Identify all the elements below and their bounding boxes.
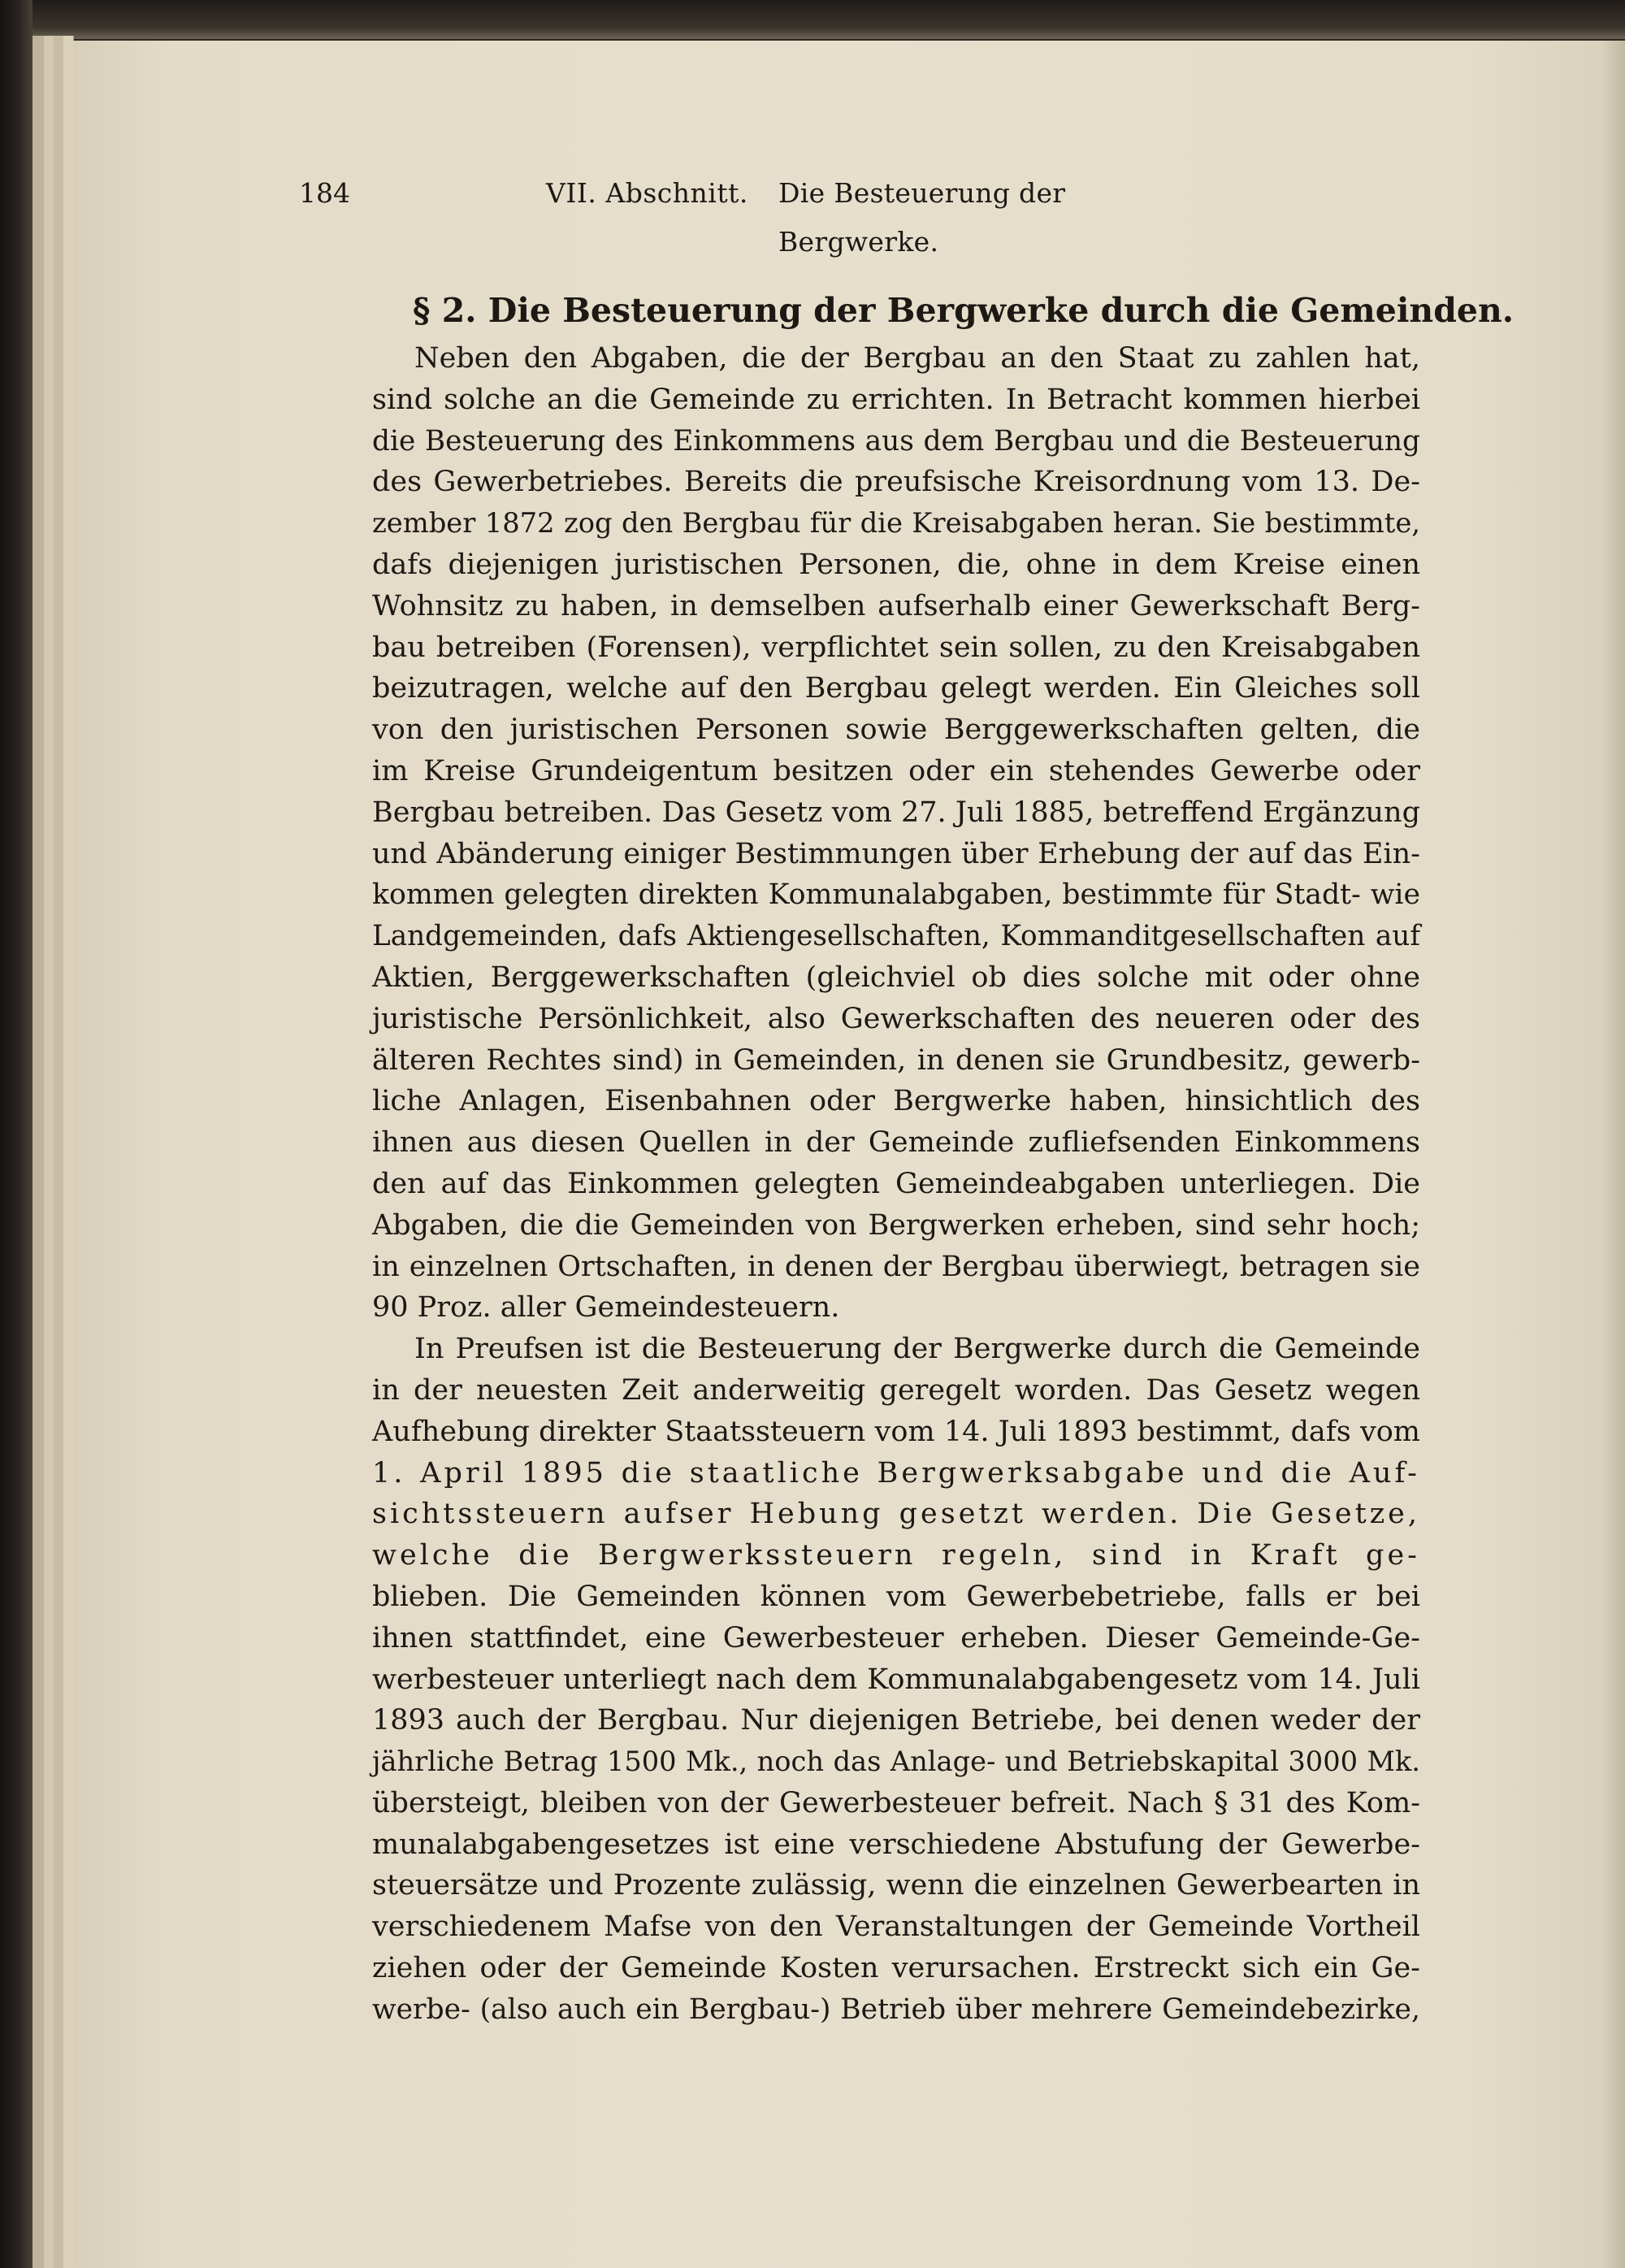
text-line: älteren Rechtes sind) in Gemeinden, in denen sie Grundbesitz, gewerb- bbox=[372, 1043, 1420, 1077]
text-line: Landgemeinden, dafs Aktiengesellschaften, Kommanditgesellschaften auf bbox=[372, 920, 1420, 953]
book-cover-top-edge bbox=[0, 0, 1625, 39]
text-line: Aufhebung direkter Staatssteuern vom 14. Juli 1893 bestimmt, dafs vom bbox=[372, 1415, 1420, 1448]
text-line: beizutragen, welche auf den Bergbau gelegt werden. Ein Gleiches soll bbox=[372, 672, 1420, 705]
paragraph-1 bbox=[372, 338, 1420, 1329]
text-line: die Besteuerung des Einkommens aus dem Bergbau und die Besteuerung bbox=[372, 424, 1420, 458]
running-head-title: Die Besteuerung der Bergwerke. bbox=[778, 177, 1066, 258]
text-line: In Preufsen ist die Besteuerung der Bergwerke durch die Gemeinde bbox=[414, 1333, 1420, 1366]
paragraph-2 bbox=[372, 1329, 1420, 2031]
text-line-emphasis: sichtssteuern aufser Hebung gesetzt werden. Die Gesetze, bbox=[372, 1498, 1420, 1531]
text-line: jährliche Betrag 1500 Mk., noch das Anlage- und Betriebskapital 3000 Mk. bbox=[372, 1745, 1420, 1778]
text-line: von den juristischen Personen sowie Berggewerkschaften gelten, die bbox=[372, 713, 1420, 747]
book-cover-left-edge bbox=[0, 0, 32, 2268]
text-line: bau betreiben (Forensen), verpflichtet sein sollen, zu den Kreisabgaben bbox=[372, 631, 1420, 664]
text-line: den auf das Einkommen gelegten Gemeindeabgaben unterliegen. Die bbox=[372, 1167, 1420, 1200]
body-text bbox=[372, 338, 1420, 2031]
text-line: ihnen aus diesen Quellen in der Gemeinde zufliefsenden Einkommens bbox=[372, 1126, 1420, 1160]
text-line: kommen gelegten direkten Kommunalabgaben, bestimmte für Stadt- wie bbox=[372, 878, 1420, 912]
text-line: ihnen stattfindet, eine Gewerbesteuer erheben. Dieser Gemeinde-Ge- bbox=[372, 1621, 1420, 1654]
text-line-emphasis: 1. April 1895 die staatliche Bergwerksabgabe und die Auf- bbox=[372, 1456, 1420, 1490]
text-line: munalabgabengesetzes ist eine verschiedene Abstufung der Gewerbe- bbox=[372, 1828, 1420, 1861]
text-line: Neben den Abgaben, die der Bergbau an den Staat zu zahlen hat, bbox=[414, 342, 1420, 375]
text-line: werbesteuer unterliegt nach dem Kommunalabgabengesetz vom 14. Juli bbox=[372, 1663, 1420, 1696]
running-head-section: VII. Abschnitt. bbox=[546, 177, 748, 209]
text-line: Wohnsitz zu haben, in demselben aufserhalb einer Gewerkschaft Berg- bbox=[372, 589, 1420, 622]
text-line: in der neuesten Zeit anderweitig geregelt worden. Das Gesetz wegen bbox=[372, 1373, 1420, 1407]
text-line: blieben. Die Gemeinden können vom Gewerbebetriebe, falls er bei bbox=[372, 1580, 1420, 1613]
running-head bbox=[299, 169, 1209, 258]
text-line: im Kreise Grundeigentum besitzen oder ein stehendes Gewerbe oder bbox=[372, 754, 1420, 787]
text-line-emphasis: welche die Bergwerkssteuern regeln, sind in Kraft ge- bbox=[372, 1539, 1420, 1572]
text-line: übersteigt, bleiben von der Gewerbesteuer befreit. Nach § 31 des Kom- bbox=[372, 1786, 1420, 1819]
text-line: zember 1872 zog den Bergbau für die Kreisabgaben heran. Sie bestimmte, bbox=[372, 507, 1420, 540]
text-line: ziehen oder der Gemeinde Kosten verursachen. Erstreckt sich ein Ge- bbox=[372, 1952, 1420, 1985]
page-edge bbox=[32, 36, 45, 2268]
text-line: 1893 auch der Bergbau. Nur diejenigen Betriebe, bei denen weder der bbox=[372, 1704, 1420, 1737]
text-line: des Gewerbetriebes. Bereits die preufsische Kreisordnung vom 13. De- bbox=[372, 466, 1420, 499]
text-line: Abgaben, die die Gemeinden von Bergwerken erheben, sind sehr hoch; bbox=[372, 1208, 1420, 1242]
text-line: steuersätze und Prozente zulässig, wenn die einzelnen Gewerbearten in bbox=[372, 1869, 1420, 1902]
text-line: in einzelnen Ortschaften, in denen der Bergbau überwiegt, betragen sie bbox=[372, 1250, 1420, 1283]
text-line: juristische Persönlichkeit, also Gewerkschaften des neueren oder des bbox=[372, 1002, 1420, 1035]
page-number: 184 bbox=[299, 177, 350, 209]
section-heading: § 2. Die Besteuerung der Bergwerke durch die Gemeinden. bbox=[413, 291, 1514, 330]
text-line: 90 Proz. aller Gemeindesteuern. bbox=[372, 1291, 840, 1325]
text-line: Aktien, Berggewerkschaften (gleichviel ob dies solche mit oder ohne bbox=[372, 961, 1420, 994]
text-line: liche Anlagen, Eisenbahnen oder Bergwerke haben, hinsichtlich des bbox=[372, 1085, 1420, 1118]
text-line: und Abänderung einiger Bestimmungen über Erhebung der auf das Ein- bbox=[372, 837, 1420, 870]
text-line: werbe- (also auch ein Bergbau-) Betrieb über mehrere Gemeindebezirke, bbox=[372, 1993, 1420, 2026]
page-shadow bbox=[1601, 41, 1625, 2268]
text-line: verschiedenem Mafse von den Veranstaltungen der Gemeinde Vortheil bbox=[372, 1910, 1420, 1944]
text-line: Bergbau betreiben. Das Gesetz vom 27. Juli 1885, betreffend Ergänzung bbox=[372, 796, 1420, 829]
text-line: sind solche an die Gemeinde zu errichten. In Betracht kommen hierbei bbox=[372, 383, 1420, 416]
text-line: dafs diejenigen juristischen Personen, die, ohne in dem Kreise einen bbox=[372, 548, 1420, 581]
